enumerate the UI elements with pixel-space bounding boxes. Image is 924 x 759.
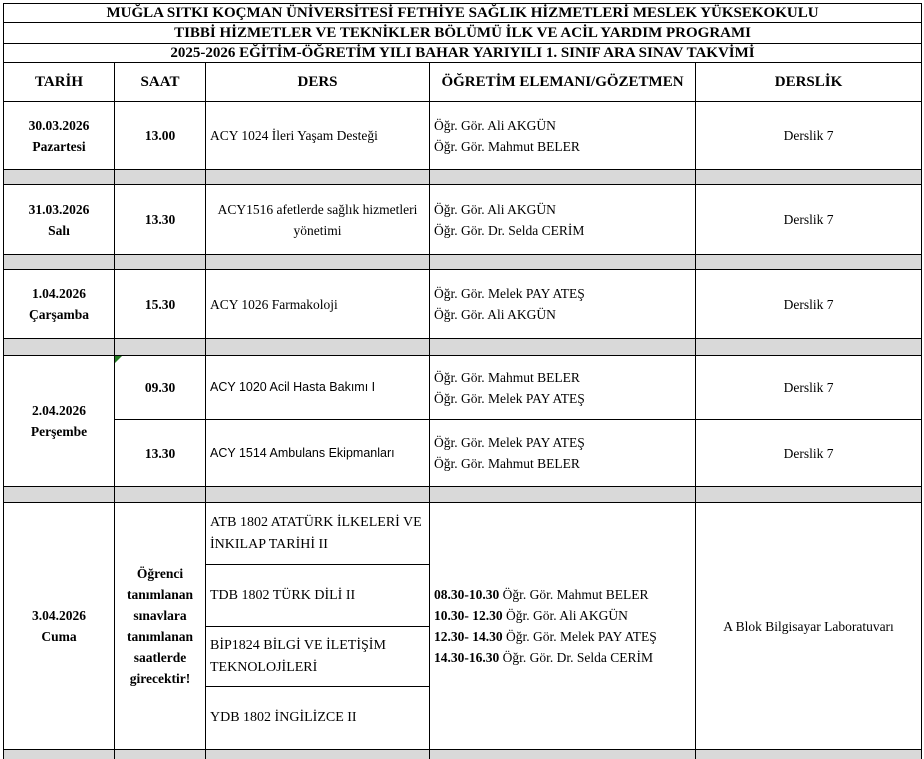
- day-name: Perşembe: [30, 424, 88, 439]
- slot-instructor: Öğr. Gör. Dr. Selda CERİM: [502, 650, 653, 665]
- date-value: 1.04.2026: [32, 286, 86, 301]
- course-cell: BİP1824 BİLGİ VE İLETİŞİM TEKNOLOJİLERİ: [206, 627, 430, 687]
- exam-row-monday: [4, 102, 922, 170]
- instructor-line: Öğr. Gör. Melek PAY ATEŞ: [434, 390, 585, 406]
- title-row-department: [4, 23, 922, 44]
- separator-row: [4, 255, 922, 270]
- title-department: TIBBİ HİZMETLER VE TEKNİKLER BÖLÜMÜ İLK VE ACİL YARDIM PROGRAMI: [4, 23, 922, 44]
- course-cell: ACY 1020 Acil Hasta Bakımı I: [206, 356, 430, 420]
- exam-row-wednesday: [4, 270, 922, 339]
- time-cell: 15.30: [115, 270, 206, 339]
- date-value: 31.03.2026: [28, 201, 90, 217]
- instructor-cell: [430, 102, 696, 170]
- schedule-line: [434, 605, 691, 626]
- title-term: 2025-2026 EĞİTİM-ÖĞRETİM YILI BAHAR YARIYILI 1. SINIF ARA SINAV TAKVİMİ: [4, 44, 922, 63]
- course-cell: ACY 1514 Ambulans Ekipmanları: [206, 420, 430, 487]
- col-header-course: DERS: [206, 63, 430, 102]
- room-cell: Derslik 7: [696, 420, 922, 487]
- time-value: 09.30: [144, 380, 176, 395]
- instructor-cell: [430, 270, 696, 339]
- exam-row-tuesday: [4, 185, 922, 255]
- course-cell: TDB 1802 TÜRK DİLİ II: [206, 565, 430, 627]
- date-cell: [4, 102, 115, 170]
- date-cell: [4, 270, 115, 339]
- instructor-line: Öğr. Gör. Melek PAY ATEŞ: [434, 286, 585, 301]
- exam-schedule-table: [3, 3, 922, 759]
- schedule-line: [434, 647, 691, 668]
- time-cell: [115, 356, 206, 420]
- date-value: 2.04.2026: [32, 403, 86, 418]
- slot-instructor: Öğr. Gör. Mahmut BELER: [502, 587, 649, 602]
- day-name: Çarşamba: [29, 307, 89, 322]
- day-name: Salı: [48, 222, 70, 238]
- slot-instructor: Öğr. Gör. Ali AKGÜN: [506, 608, 628, 623]
- course-cell: YDB 1802 İNGİLİZCE II: [206, 687, 430, 750]
- course-cell: ACY 1026 Farmakoloji: [206, 270, 430, 339]
- col-header-time: SAAT: [115, 63, 206, 102]
- time-cell: 13.30: [115, 185, 206, 255]
- date-cell: [4, 503, 115, 750]
- separator-row: [4, 339, 922, 356]
- slot-time: 12.30- 14.30: [434, 629, 503, 644]
- col-header-room: DERSLİK: [696, 63, 922, 102]
- instructor-line: Öğr. Gör. Melek PAY ATEŞ: [434, 435, 585, 450]
- instructor-line: Öğr. Gör. Ali AKGÜN: [434, 307, 556, 322]
- schedule-line: [434, 626, 691, 647]
- col-header-date: TARİH: [4, 63, 115, 102]
- time-note-cell: Öğrenci tanımlanan sınavlara tanımlanan saatlerde girecektir!: [115, 503, 206, 750]
- instructor-cell: [430, 356, 696, 420]
- title-row-university: [4, 4, 922, 23]
- date-cell: [4, 356, 115, 487]
- date-value: 3.04.2026: [32, 608, 86, 623]
- course-cell: ATB 1802 ATATÜRK İLKELERİ VE İNKILAP TARİHİ II: [206, 503, 430, 565]
- exam-row-thursday-1: [4, 356, 922, 420]
- slot-time: 14.30-16.30: [434, 650, 500, 665]
- separator-row: [4, 750, 922, 759]
- instructor-cell: [430, 503, 696, 750]
- slot-time: 08.30-10.30: [434, 587, 500, 602]
- time-cell: 13.00: [115, 102, 206, 170]
- date-value: 30.03.2026: [28, 117, 90, 133]
- room-cell: Derslik 7: [696, 185, 922, 255]
- col-header-instructor: ÖĞRETİM ELEMANI/GÖZETMEN: [430, 63, 696, 102]
- error-check-marker-icon: [115, 356, 122, 363]
- exam-row-thursday-2: [4, 420, 922, 487]
- room-cell: A Blok Bilgisayar Laboratuvarı: [696, 503, 922, 750]
- instructor-line: Öğr. Gör. Dr. Selda CERİM: [434, 222, 585, 238]
- instructor-line: Öğr. Gör. Mahmut BELER: [434, 369, 580, 385]
- room-cell: Derslik 7: [696, 270, 922, 339]
- title-university: MUĞLA SITKI KOÇMAN ÜNİVERSİTESİ FETHİYE SAĞLIK HİZMETLERİ MESLEK YÜKSEKOKULU: [4, 4, 922, 23]
- column-header-row: [4, 63, 922, 102]
- day-name: Pazartesi: [32, 138, 86, 154]
- slot-instructor: Öğr. Gör. Melek PAY ATEŞ: [506, 629, 657, 644]
- exam-row-friday-1: [4, 503, 922, 565]
- course-cell: ACY1516 afetlerde sağlık hizmetleri yönetimi: [206, 185, 430, 255]
- slot-time: 10.30- 12.30: [434, 608, 503, 623]
- instructor-line: Öğr. Gör. Mahmut BELER: [434, 138, 580, 154]
- instructor-cell: [430, 420, 696, 487]
- title-row-term: [4, 44, 922, 63]
- separator-row: [4, 170, 922, 185]
- course-cell: ACY 1024 İleri Yaşam Desteği: [206, 102, 430, 170]
- separator-row: [4, 487, 922, 503]
- date-cell: [4, 185, 115, 255]
- schedule-line: [434, 584, 691, 605]
- instructor-line: Öğr. Gör. Ali AKGÜN: [434, 117, 556, 133]
- instructor-cell: [430, 185, 696, 255]
- instructor-line: Öğr. Gör. Mahmut BELER: [434, 456, 580, 471]
- day-name: Cuma: [41, 629, 77, 644]
- room-cell: Derslik 7: [696, 102, 922, 170]
- time-cell: 13.30: [115, 420, 206, 487]
- room-cell: Derslik 7: [696, 356, 922, 420]
- instructor-line: Öğr. Gör. Ali AKGÜN: [434, 201, 556, 217]
